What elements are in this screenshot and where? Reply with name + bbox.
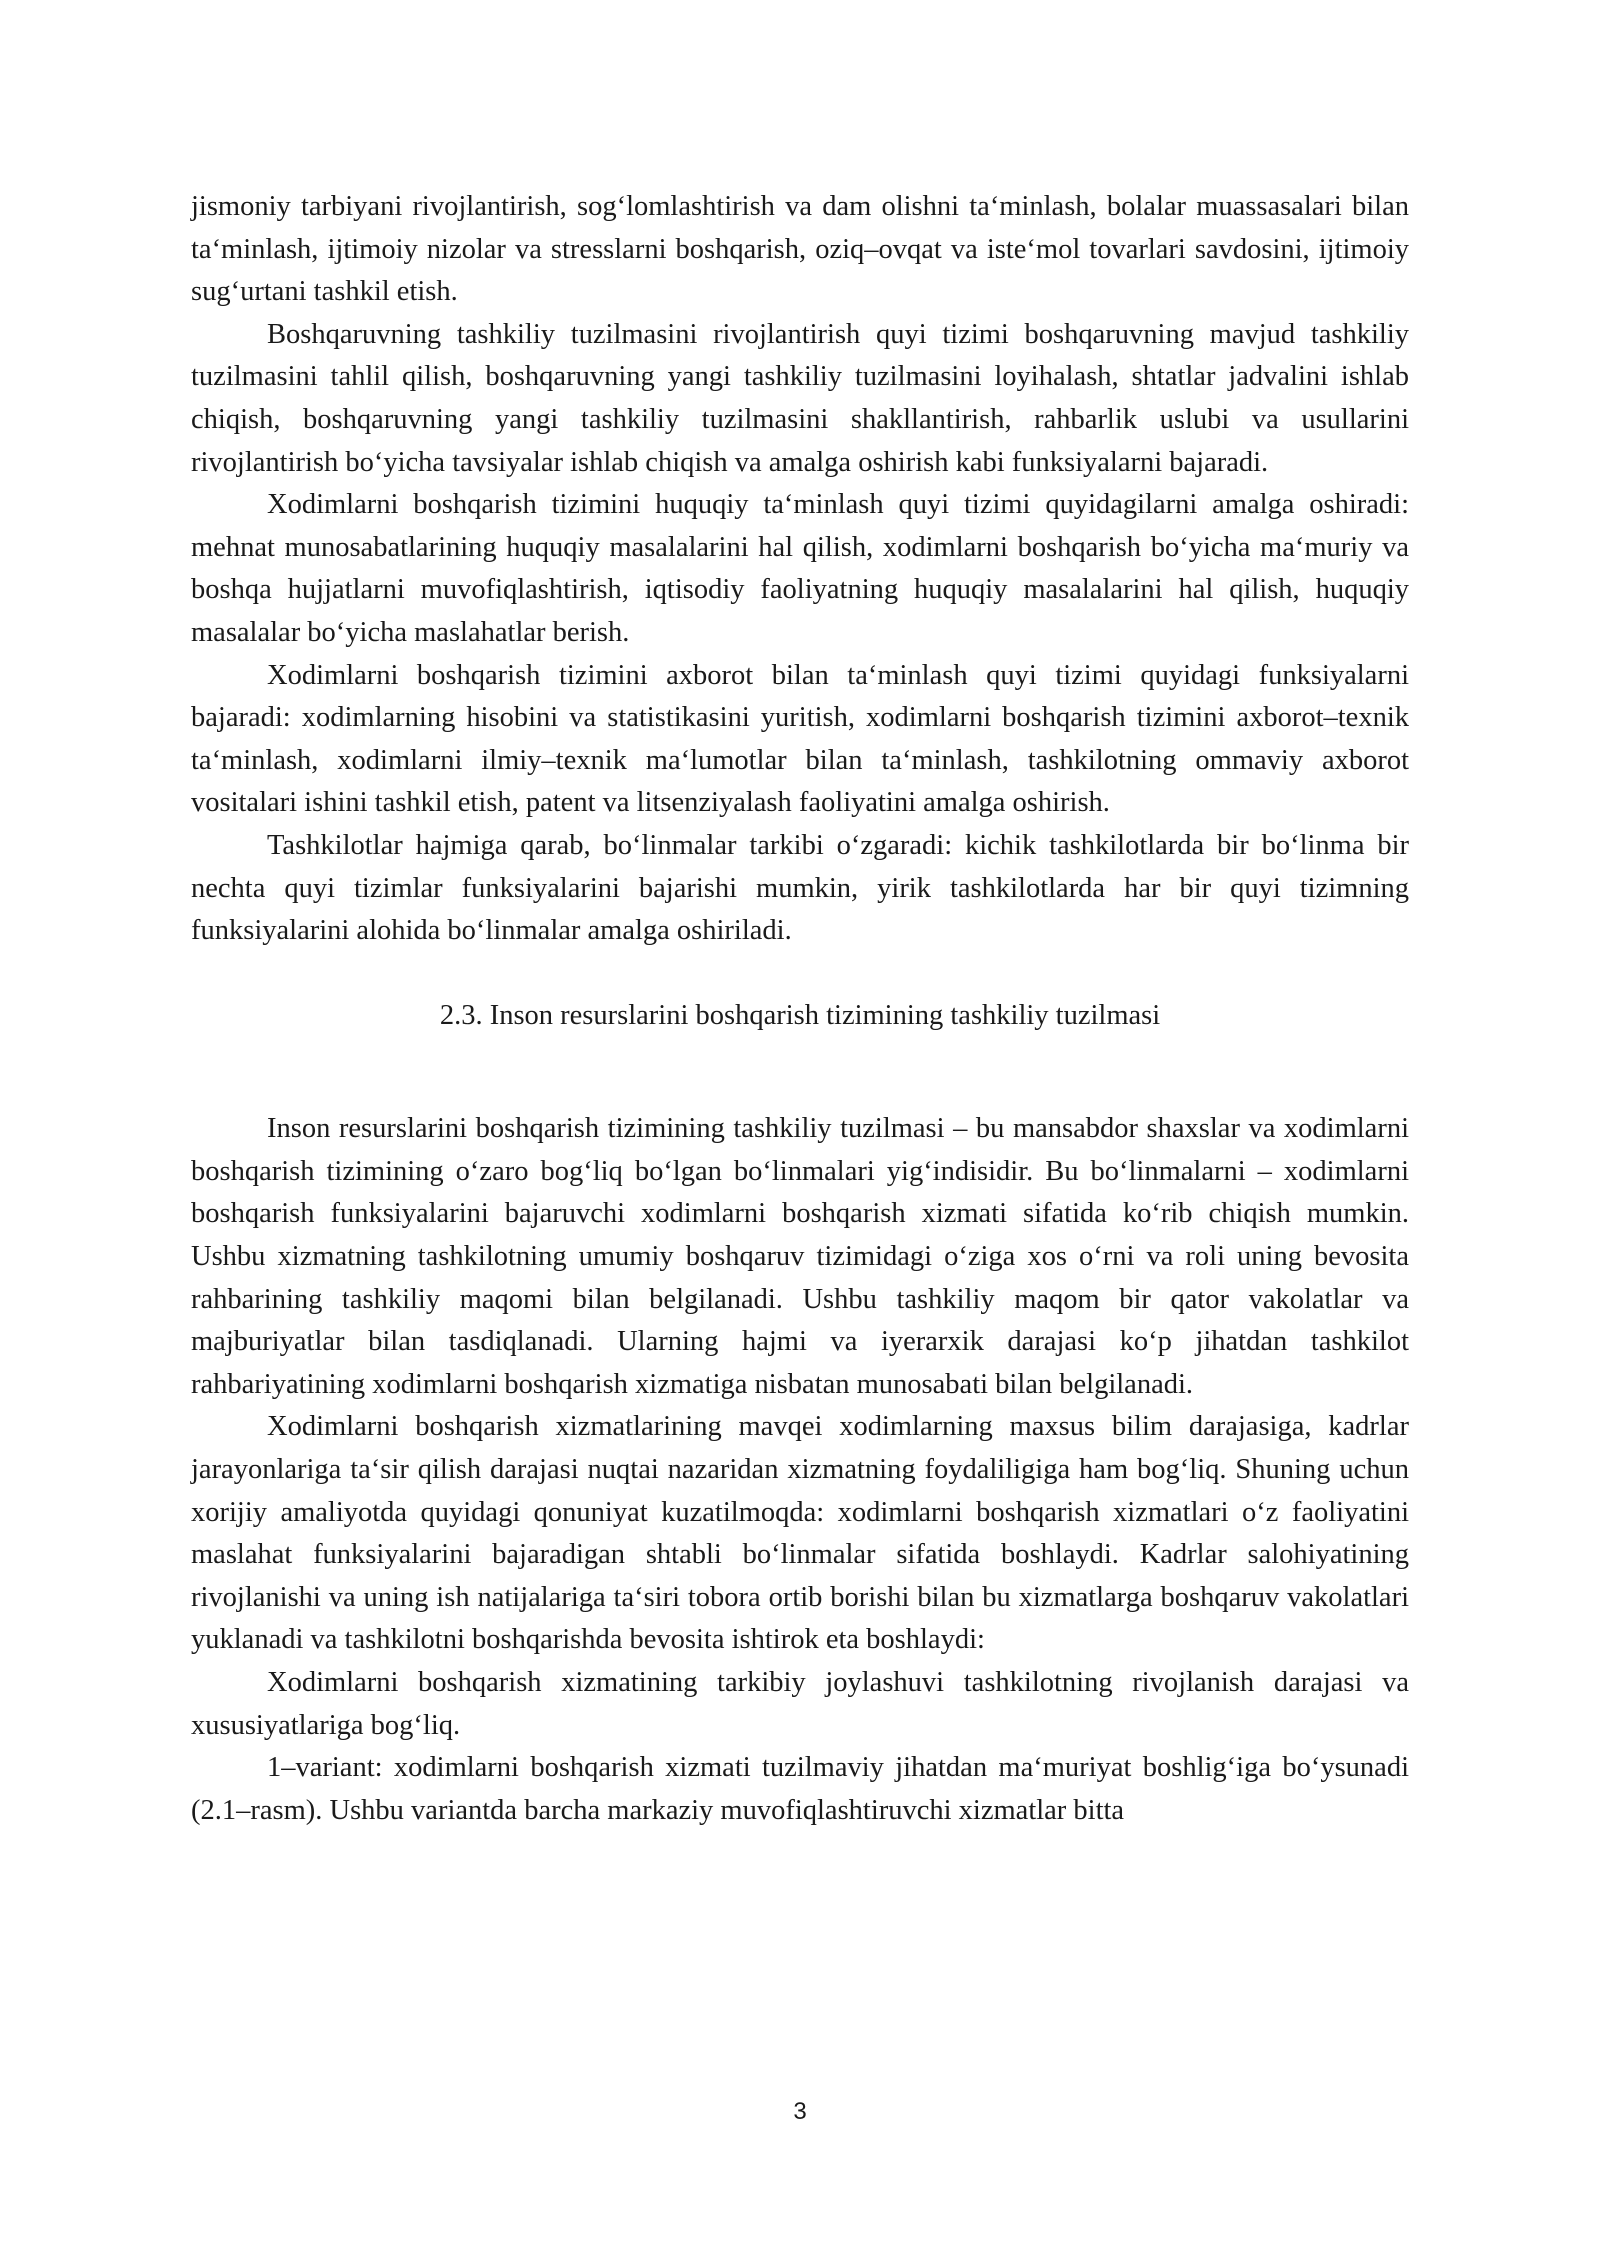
paragraph: Xodimlarni boshqarish xizmatining tarkibiy joylashuvi tashkilotning rivojlanish darajasi va xususiyatlariga bog‘liq. xyxy=(191,1667,1409,1741)
paragraph: 1–variant: xodimlarni boshqarish xizmati tuzilmaviy jihatdan ma‘muriyat boshlig‘iga bo‘ysunadi (2.1–rasm). Ushbu variantda barcha markaziy muvofiqlashtiruvchi xizmatlar bitta xyxy=(191,1752,1409,1826)
paragraph: Xodimlarni boshqarish xizmatlarining mavqei xodimlarning maxsus bilim darajasiga, kadrlar jarayonlariga ta‘sir qilish darajasi nuqtai nazaridan xizmatning foydaliligiga ham bog‘liq. Shuning uchun xorijiy amaliyotda quyidagi qonuniyat kuzatilmoqda: xodimlarni boshqarish xizmatlari o‘z faoliyatini maslahat funksiyalarini bajaradigan shtabli bo‘linmalar sifatida boshlaydi. Kadrlar salohiyatining rivojlanishi va uning ish natijalariga ta‘siri tobora ortib borishi bilan bu xizmatlarga boshqaruv vakolatlari yuklanadi va tashkilotni boshqarishda bevosita ishtirok eta boshlaydi: xyxy=(191,1411,1409,1656)
page-number: 3 xyxy=(793,2098,807,2125)
paragraph: Boshqaruvning tashkiliy tuzilmasini rivojlantirish quyi tizimi boshqaruvning mavjud tashkiliy tuzilmasini tahlil qilish, boshqaruvning yangi tashkiliy tuzilmasini loyihalash, shtatlar jadvalini ishlab chiqish, boshqaruvning yangi tashkiliy tuzilmasini shakllantirish, rahbarlik uslubi va usullarini rivojlantirish bo‘yicha tavsiyalar ishlab chiqish va amalga oshirish kabi funksiyalarni bajaradi. xyxy=(191,318,1409,478)
paragraph: Xodimlarni boshqarish tizimini huquqiy ta‘minlash quyi tizimi quyidagilarni amalga oshiradi: mehnat munosabatlarining huquqiy masalalarini hal qilish, xodimlarni boshqarish bo‘yicha ma‘muriy va boshqa hujjatlarni muvofiqlashtirish, iqtisodiy faoliyatning huquqiy masalalarini hal qilish, huquqiy masalalar bo‘yicha maslahatlar berish. xyxy=(191,489,1409,648)
paragraph: Xodimlarni boshqarish tizimini axborot bilan ta‘minlash quyi tizimi quyidagi funksiyalarni bajaradi: xodimlarning hisobini va statistikasini yuritish, xodimlarni boshqarish tizimini axborot–texnik ta‘minlash, xodimlarni ilmiy–texnik ma‘lumotlar bilan ta‘minlash, tashkilotning ommaviy axborot vositalari ishini tashkil etish, patent va litsenziyalash faoliyatini amalga oshirish. xyxy=(191,659,1409,819)
paragraph: Tashkilotlar hajmiga qarab, bo‘linmalar tarkibi o‘zgaradi: kichik tashkilotlarda bir bo‘linma bir nechta quyi tizimlar funksiyalarini bajarishi mumkin, yirik tashkilotlarda har bir quyi tizimning funksiyalarini alohida bo‘linmalar amalga oshiriladi. xyxy=(191,829,1409,947)
paragraph: Inson resurslarini boshqarish tizimining tashkiliy tuzilmasi – bu mansabdor shaxslar va xodimlarni boshqarish tizimining o‘zaro bog‘liq bo‘lgan bo‘linmalari yig‘indisidir. Bu bo‘linmalarni – xodimlarni boshqarish funksiyalarini bajaruvchi xodimlarni boshqarish xizmati sifatida ko‘rib chiqish mumkin. Ushbu xizmatning tashkilotning umumiy boshqaruv tizimidagi o‘ziga xos o‘rni va roli uning bevosita rahbarining tashkiliy maqomi bilan belgilanadi. Ushbu tashkiliy maqom bir qator vakolatlar va majburiyatlar bilan tasdiqlanadi. Ularning hajmi va iyerarxik darajasi ko‘p jihatdan tashkilot rahbariyatining xodimlarni boshqarish xizmatiga nisbatan munosabati bilan belgilanadi. xyxy=(191,1113,1409,1400)
page-content xyxy=(191,186,1409,1832)
heading-spacer xyxy=(191,1037,1409,1108)
paragraph: jismoniy tarbiyani rivojlantirish, sog‘lomlashtirish va dam olishni ta‘minlash, bolalar muassasalari bilan ta‘minlash, ijtimoiy nizolar va stresslarni boshqarish, oziq–ovqat va iste‘mol tovarlari savdosini, ijtimoiy sug‘urtani tashkil etish. xyxy=(191,191,1409,308)
section-heading: 2.3. Inson resurslarini boshqarish tizimining tashkiliy tuzilmasi xyxy=(439,999,1161,1031)
paragraphs-after xyxy=(191,1108,1409,1832)
paragraphs-before xyxy=(191,186,1409,953)
